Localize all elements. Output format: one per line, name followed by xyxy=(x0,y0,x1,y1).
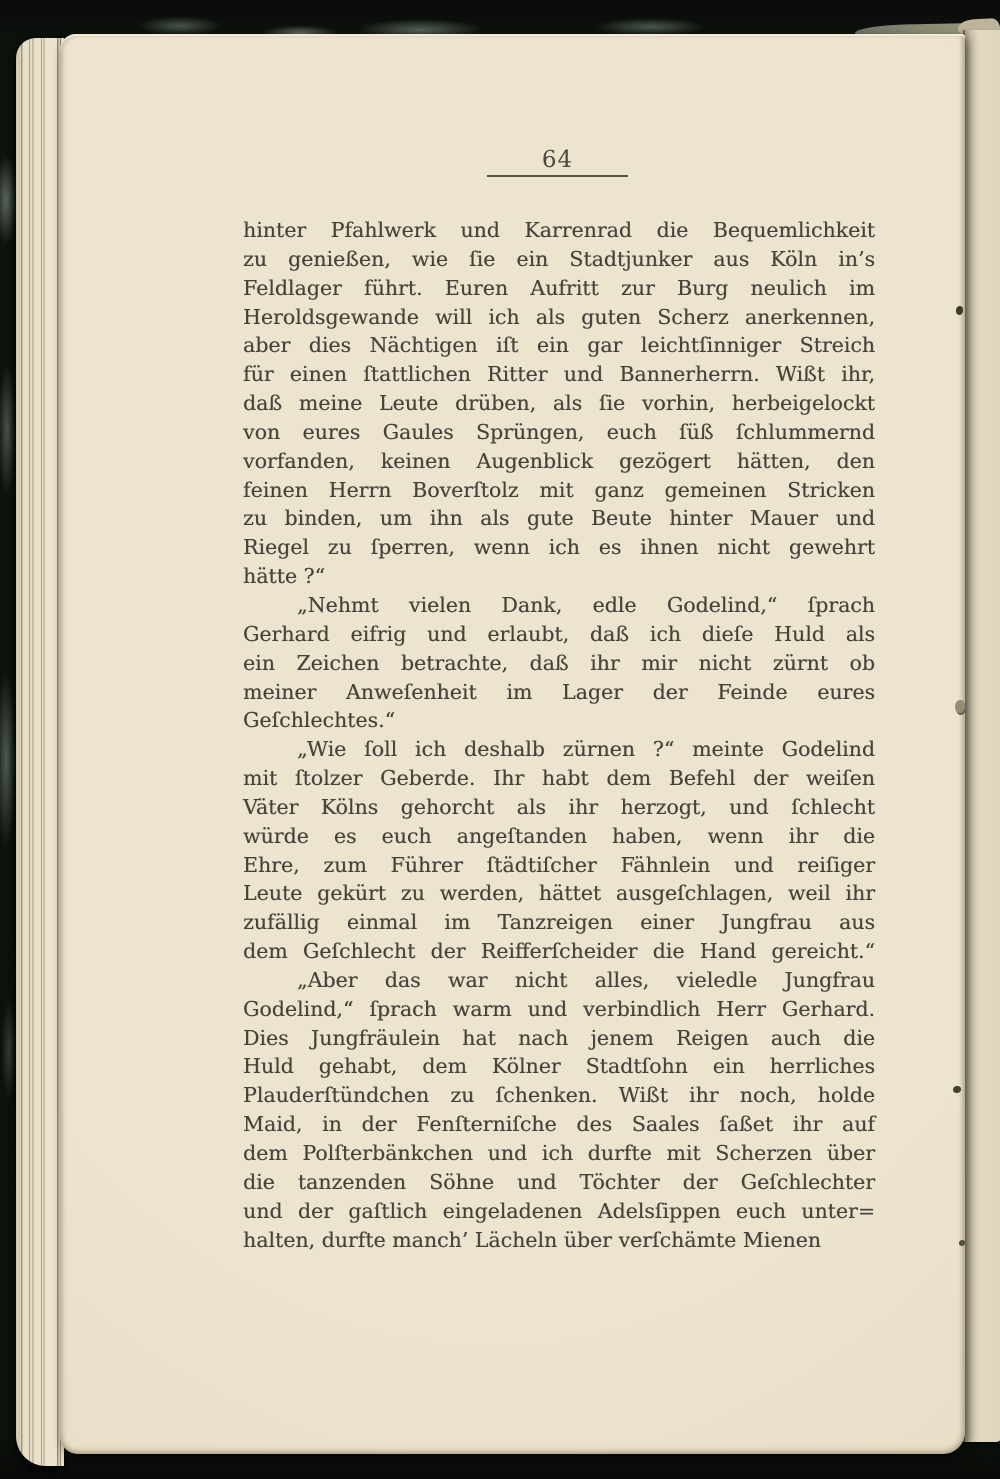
fore-edge-speck xyxy=(953,1086,961,1093)
text-line: Huld gehabt, dem Kölner Stadtſohn ein herrliches xyxy=(243,1054,875,1079)
text-line: Geſchlechtes.“ xyxy=(243,708,396,733)
text-line: halten, durfte manch’ Lächeln über verſchämte Mienen xyxy=(243,1227,822,1252)
text-line: feinen Herrn Boverſtolz mit ganz gemeinen Stricken xyxy=(243,477,875,502)
text-line: von eures Gaules Sprüngen, euch ſüß ſchlummernd xyxy=(243,419,875,444)
text-line: hätte ?“ xyxy=(243,564,326,589)
fore-edge-speck xyxy=(956,306,963,315)
text-line: Heroldsgewande will ich als guten Scherz anerkennen, xyxy=(243,304,875,329)
paragraph xyxy=(243,591,875,735)
page-stack-edges xyxy=(16,38,64,1466)
text-line: Riegel zu ſperren, wenn ich es ihnen nicht gewehrt xyxy=(243,535,875,560)
page-body xyxy=(243,216,875,1254)
text-line: würde es euch angeſtanden haben, wenn ihr die xyxy=(243,823,875,848)
text-line: Feldlager führt. Euren Aufritt zur Burg neulich im xyxy=(243,275,875,300)
text-line: „Aber das war nicht alles, vieledle Jungfrau xyxy=(297,967,875,992)
fore-edge-chip xyxy=(955,700,965,713)
text-line: Ehre, zum Führer ſtädtiſcher Fähnlein und reiſiger xyxy=(243,852,875,877)
text-line: Plauderſtündchen zu ſchenken. Wißt ihr noch, holde xyxy=(243,1083,875,1108)
text-line: dem Geſchlecht der Reifferſcheider die Hand gereicht.“ xyxy=(243,939,875,964)
text-line: zu genießen, wie ſie ein Stadtjunker aus Köln in’s xyxy=(243,246,875,271)
text-line: die tanzenden Söhne und Töchter der Geſchlechter xyxy=(243,1169,875,1194)
text-line: zu binden, um ihn als gute Beute hinter Mauer und xyxy=(243,506,875,531)
text-line: Leute gekürt zu werden, hättet ausgeſchlagen, weil ihr xyxy=(243,881,875,906)
text-line: für einen ſtattlichen Ritter und Bannerherrn. Wißt ihr, xyxy=(243,362,875,387)
paragraph xyxy=(243,966,875,1254)
text-line: und der gaſtlich eingeladenen Adelsſippen euch unter= xyxy=(243,1198,875,1223)
paragraph xyxy=(243,216,875,591)
text-line: Gerhard eifrig und erlaubt, daß ich dieſe Huld als xyxy=(243,621,875,646)
text-line: ein Zeichen betrachte, daß ihr mir nicht zürnt ob xyxy=(243,650,875,675)
text-line: meiner Anweſenheit im Lager der Feinde eures xyxy=(243,679,875,704)
page-number-rule xyxy=(487,175,628,177)
text-line: zufällig einmal im Tanzreigen einer Jungfrau aus xyxy=(243,910,875,935)
book-page xyxy=(60,34,965,1454)
paragraph xyxy=(243,735,875,966)
text-line: Väter Kölns gehorcht als ihr herzogt, und ſchlecht xyxy=(243,794,875,819)
text-line: „Nehmt vielen Dank, edle Godelind,“ ſprach xyxy=(297,592,875,617)
text-line: Maid, in der Fenſterniſche des Saales ſaßet ihr auf xyxy=(243,1112,875,1137)
text-line: hinter Pfahlwerk und Karrenrad die Bequemlichkeit xyxy=(243,218,875,242)
text-line: vorfanden, keinen Augenblick gezögert hätten, den xyxy=(243,448,875,473)
text-line: aber dies Nächtigen iſt ein gar leichtſinniger Streich xyxy=(243,333,875,358)
underlying-page-edge xyxy=(963,30,1000,1442)
text-line: mit ſtolzer Geberde. Ihr habt dem Befehl der weiſen xyxy=(243,766,875,791)
page-number: 64 xyxy=(541,147,574,173)
text-line: Godelind,“ ſprach warm und verbindlich Herr Gerhard. xyxy=(243,996,875,1021)
text-line: „Wie ſoll ich deshalb zürnen ?“ meinte Godelind xyxy=(297,737,875,762)
page-number-block xyxy=(487,148,628,177)
text-line: Dies Jungfräulein hat nach jenem Reigen auch die xyxy=(243,1025,875,1050)
text-line: daß meine Leute drüben, als ſie vorhin, herbeigelockt xyxy=(243,391,875,416)
fore-edge-speck xyxy=(959,1240,965,1246)
text-line: dem Polſterbänkchen und ich durfte mit Scherzen über xyxy=(243,1141,875,1165)
